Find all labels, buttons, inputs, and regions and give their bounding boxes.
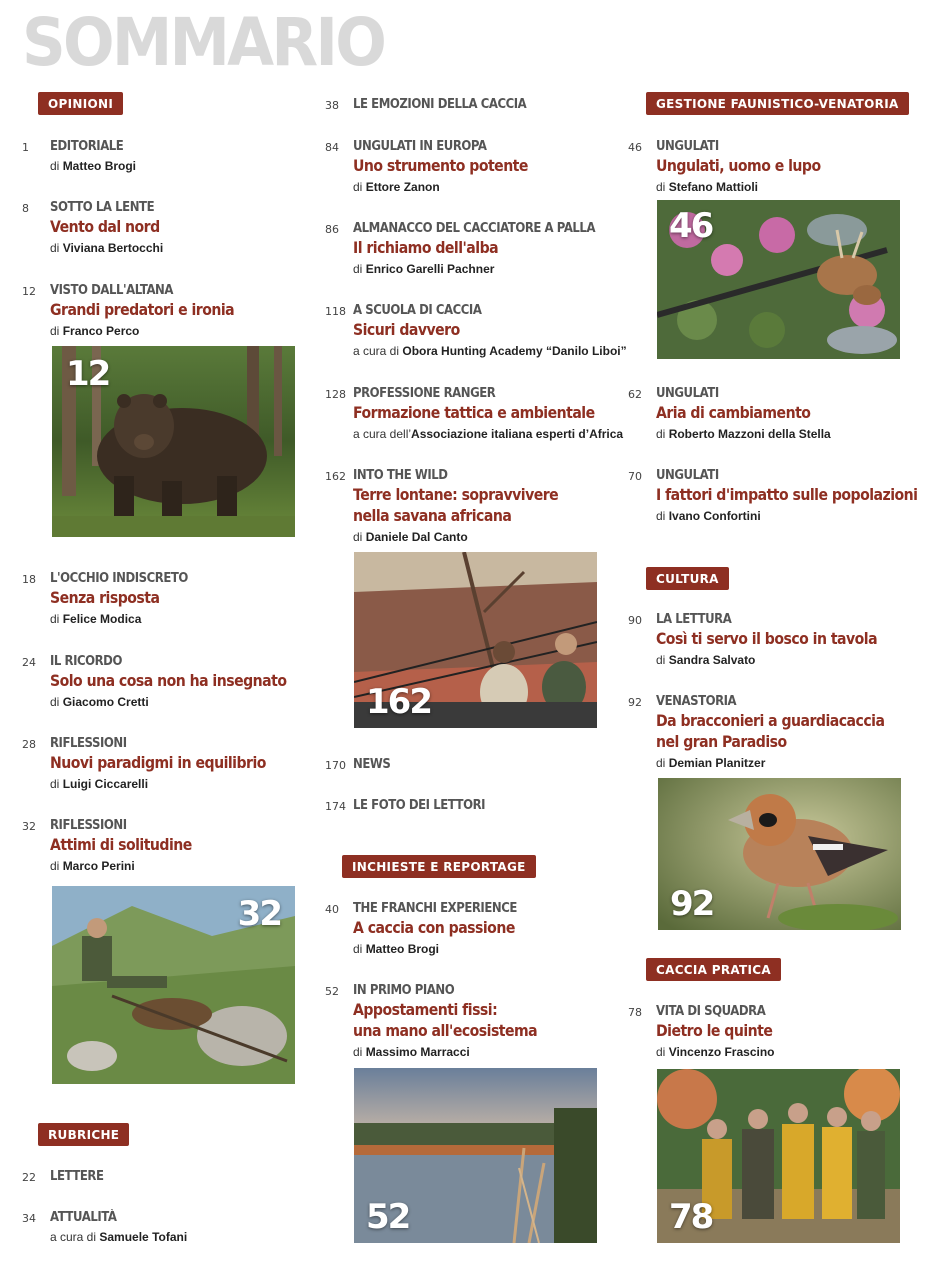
by-prefix: di (50, 859, 60, 873)
by-prefix: di (50, 241, 60, 255)
page-number: 1 (22, 141, 29, 154)
by-prefix: di (50, 777, 60, 791)
by-prefix: di (656, 427, 666, 441)
entry-section: VISTO DALL'ALTANA (50, 283, 174, 298)
entry-title: Aria di cambiamento (656, 403, 811, 422)
photo-page-number: 92 (670, 884, 714, 924)
page-number: 84 (325, 141, 339, 154)
entry-section: ALMANACCO DEL CACCIATORE A PALLA (353, 221, 596, 236)
entry-section: PROFESSIONE RANGER (353, 386, 496, 401)
section-badge-cultura: CULTURA (646, 567, 729, 590)
page-number: 78 (628, 1006, 642, 1019)
entry-author: Marco Perini (62, 859, 135, 873)
page-number: 128 (325, 388, 346, 401)
entry-author: Sandra Salvato (668, 653, 756, 667)
entry-title: Attimi di solitudine (50, 835, 192, 854)
bear-photo (52, 346, 295, 537)
entry-title: Terre lontane: sopravvivere (353, 485, 559, 504)
by-prefix: di (656, 509, 666, 523)
by-prefix: di (50, 159, 60, 173)
entry-title: Da bracconieri a guardiacaccia (656, 711, 885, 730)
entry-author: Roberto Mazzoni della Stella (668, 427, 831, 441)
page-number: 46 (628, 141, 642, 154)
entry-section: THE FRANCHI EXPERIENCE (353, 901, 517, 916)
entry-section: UNGULATI (656, 468, 719, 483)
entry-author: Matteo Brogi (365, 942, 440, 956)
entry-author: Felice Modica (62, 612, 142, 626)
entry-author: Massimo Marracci (365, 1045, 470, 1059)
page-number: 70 (628, 470, 642, 483)
entry-author: Matteo Brogi (62, 159, 137, 173)
section-badge-inchieste: INCHIESTE E REPORTAGE (342, 855, 536, 878)
page-number: 86 (325, 223, 339, 236)
entry-section: IL RICORDO (50, 654, 122, 669)
by-prefix: a cura di (50, 1230, 97, 1244)
by-prefix: di (50, 324, 60, 338)
page-number: 170 (325, 759, 346, 772)
by-prefix: di (353, 942, 363, 956)
entry-section: UNGULATI IN EUROPA (353, 139, 487, 154)
entry-section: A SCUOLA DI CACCIA (353, 303, 482, 318)
entry-section: LE FOTO DEI LETTORI (353, 798, 486, 813)
entry-title: Vento dal nord (50, 217, 160, 236)
by-prefix: di (656, 180, 666, 194)
page-number: 24 (22, 656, 36, 669)
by-prefix: di (656, 1045, 666, 1059)
entry-author: Demian Planitzer (668, 756, 766, 770)
entry-title: Senza risposta (50, 588, 160, 607)
entry-section: VITA DI SQUADRA (656, 1004, 766, 1019)
section-badge-caccia-pratica: CACCIA PRATICA (646, 958, 781, 981)
by-prefix: a cura dell’ (353, 427, 412, 441)
entry-title-line2: nella savana africana (353, 506, 512, 525)
page-number: 52 (325, 985, 339, 998)
page-number: 174 (325, 800, 346, 813)
entry-title: Nuovi paradigmi in equilibrio (50, 753, 266, 772)
roe-deer-rifle-photo (657, 200, 900, 359)
hunting-team-photo (657, 1069, 900, 1243)
entry-section: SOTTO LA LENTE (50, 200, 155, 215)
entry-title: Uno strumento potente (353, 156, 528, 175)
entry-author: Vincenzo Frascino (668, 1045, 775, 1059)
entry-title-line2: nel gran Paradiso (656, 732, 787, 751)
entry-section: RIFLESSIONI (50, 818, 127, 833)
section-badge-rubriche: RUBRICHE (38, 1123, 129, 1146)
by-prefix: di (353, 1045, 363, 1059)
entry-section: UNGULATI (656, 386, 719, 401)
entry-author: Samuele Tofani (99, 1230, 188, 1244)
entry-author: Obora Hunting Academy “Danilo Liboi” (402, 344, 627, 358)
by-prefix: di (656, 653, 666, 667)
page-title: SOMMARIO (22, 4, 385, 81)
by-prefix: di (50, 695, 60, 709)
entry-section: LE EMOZIONI DELLA CACCIA (353, 97, 527, 112)
entry-section: NEWS (353, 757, 391, 772)
entry-title: Sicuri davvero (353, 320, 460, 339)
photo-page-number: 78 (669, 1197, 713, 1237)
page-number: 18 (22, 573, 36, 586)
entry-author: Daniele Dal Canto (365, 530, 468, 544)
page-number: 28 (22, 738, 36, 751)
page-number: 38 (325, 99, 339, 112)
entry-author: Stefano Mattioli (668, 180, 759, 194)
hawfinch-photo (658, 778, 901, 930)
page-number: 40 (325, 903, 339, 916)
page-number: 162 (325, 470, 346, 483)
photo-page-number: 32 (237, 894, 281, 934)
entry-title: Così ti servo il bosco in tavola (656, 629, 878, 648)
savana-photo (354, 552, 597, 728)
entry-section: LETTERE (50, 1169, 104, 1184)
entry-author: Ettore Zanon (365, 180, 440, 194)
entry-author: Enrico Garelli Pachner (365, 262, 495, 276)
page-number: 62 (628, 388, 642, 401)
photo-page-number: 12 (66, 354, 110, 394)
page-number: 92 (628, 696, 642, 709)
page-number: 22 (22, 1171, 36, 1184)
entry-title-line2: una mano all'ecosistema (353, 1021, 538, 1040)
by-prefix: di (656, 756, 666, 770)
lake-photo (354, 1068, 597, 1243)
entry-section: L'OCCHIO INDISCRETO (50, 571, 188, 586)
entry-section: RIFLESSIONI (50, 736, 127, 751)
entry-title: Il richiamo dell'alba (353, 238, 499, 257)
entry-section: VENASTORIA (656, 694, 737, 709)
entry-title: Formazione tattica e ambientale (353, 403, 595, 422)
entry-author: Giacomo Cretti (62, 695, 149, 709)
chamois-hunter-photo (52, 886, 295, 1084)
photo-page-number: 46 (669, 206, 713, 246)
page-number: 32 (22, 820, 36, 833)
by-prefix: di (353, 262, 363, 276)
entry-title: Ungulati, uomo e lupo (656, 156, 821, 175)
entry-author: Viviana Bertocchi (62, 241, 164, 255)
entry-title: Appostamenti fissi: (353, 1000, 498, 1019)
page-number: 118 (325, 305, 346, 318)
entry-title: A caccia con passione (353, 918, 515, 937)
entry-title: I fattori d'impatto sulle popolazioni (656, 485, 918, 504)
entry-section: EDITORIALE (50, 139, 124, 154)
entry-author: Associazione italiana esperti d’Africa (411, 427, 624, 441)
entry-author: Luigi Ciccarelli (62, 777, 149, 791)
by-prefix: a cura di (353, 344, 400, 358)
section-badge-opinioni: OPINIONI (38, 92, 123, 115)
page-number: 8 (22, 202, 29, 215)
page-number: 90 (628, 614, 642, 627)
entry-section: IN PRIMO PIANO (353, 983, 455, 998)
page-number: 34 (22, 1212, 36, 1225)
page-number: 12 (22, 285, 36, 298)
by-prefix: di (353, 530, 363, 544)
entry-section: ATTUALITÀ (50, 1210, 117, 1225)
photo-page-number: 162 (366, 682, 431, 722)
entry-author: Franco Perco (62, 324, 140, 338)
entry-section: LA LETTURA (656, 612, 732, 627)
entry-title: Grandi predatori e ironia (50, 300, 235, 319)
by-prefix: di (353, 180, 363, 194)
entry-author: Ivano Confortini (668, 509, 761, 523)
entry-section: UNGULATI (656, 139, 719, 154)
entry-title: Solo una cosa non ha insegnato (50, 671, 287, 690)
entry-title: Dietro le quinte (656, 1021, 773, 1040)
entry-section: INTO THE WILD (353, 468, 448, 483)
section-badge-gestione: GESTIONE FAUNISTICO-VENATORIA (646, 92, 909, 115)
photo-page-number: 52 (366, 1197, 410, 1237)
by-prefix: di (50, 612, 60, 626)
